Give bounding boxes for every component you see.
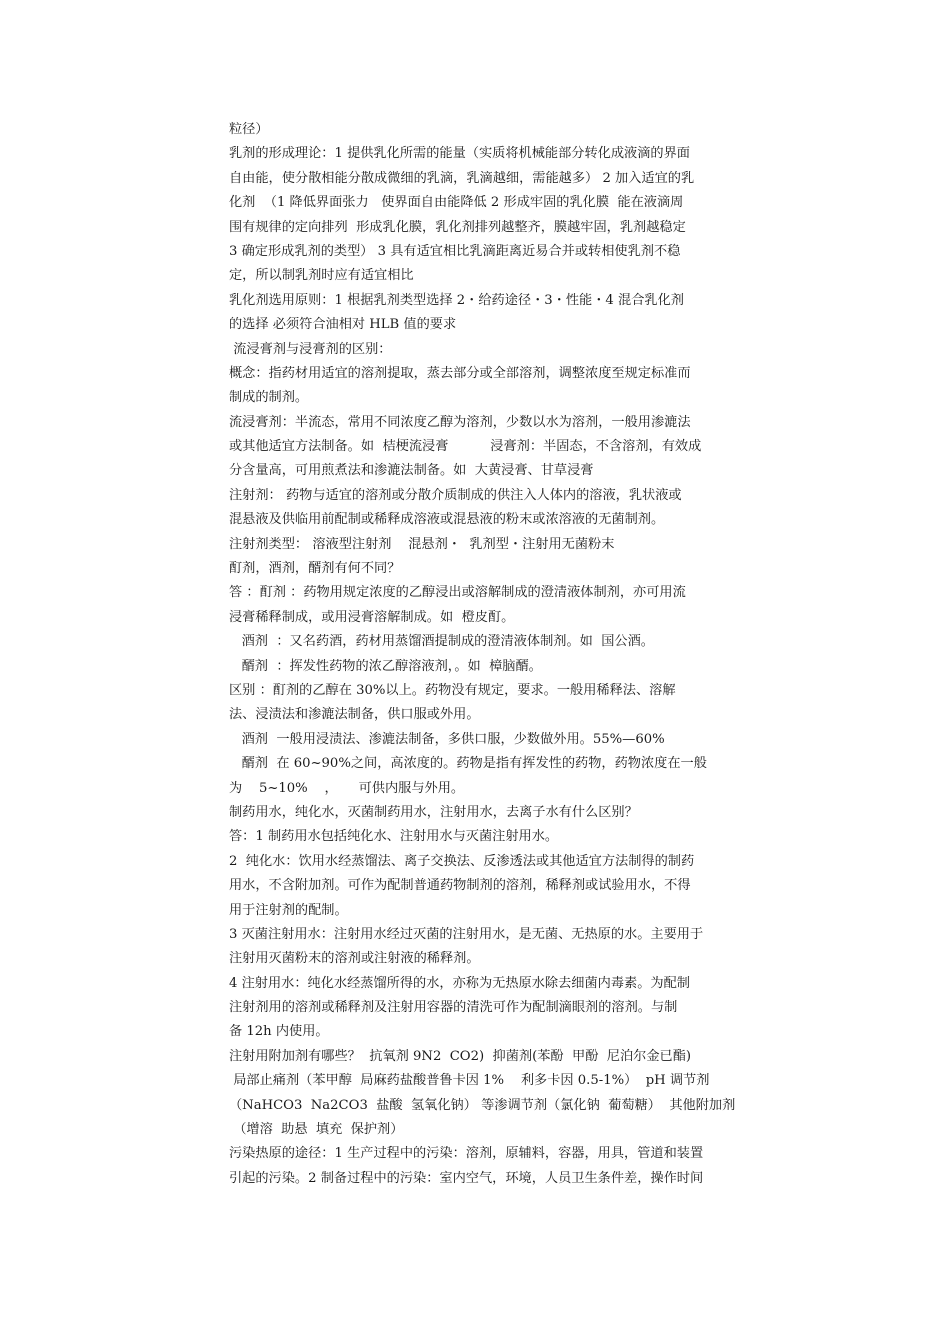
- text-line: 酒剂 ：又名药酒，药材用蒸馏酒提制成的澄清液体制剂。如 国公酒。: [229, 634, 654, 650]
- text-line: 混悬液及供临用前配制或稀释成溶液或混悬液的粉末或浓溶液的无菌制剂。: [229, 512, 665, 528]
- text-line: 化剂 （1 降低界面张力 使界面自由能降低 2 形成牢固的乳化膜 能在液滴周: [229, 195, 684, 211]
- text-line: 粒径）: [229, 122, 269, 137]
- text-line: 定，所以制乳剂时应有适宜相比: [229, 268, 414, 284]
- text-line: 答 ：酊剂 ：药物用规定浓度的乙醇浸出或溶解制成的澄清液体制剂，亦可用流: [229, 585, 686, 601]
- text-line: 注射剂： 药物与适宜的溶剂或分散介质制成的供注入人体内的溶液，乳状液或: [229, 487, 682, 503]
- text-line: （增溶 助悬 填充 保护剂）: [229, 1122, 404, 1138]
- text-line: 为 5~10% ， 可供内服与外用。: [229, 780, 465, 796]
- text-line: 乳剂的形成理论：1 提供乳化所需的能量（实质将机械能部分转化成液滴的界面: [229, 146, 690, 162]
- text-line: 用水，不含附加剂。可作为配制普通药物制剂的溶剂，稀释剂或试验用水，不得: [229, 878, 691, 894]
- text-line: 或其他适宜方法制备。如 桔梗流浸膏 浸膏剂：半固态，不含溶剂，有效成: [229, 439, 702, 455]
- text-line: 污染热原的途径：1 生产过程中的污染：溶剂，原辅料，容器，用具，管道和装置: [229, 1146, 704, 1162]
- text-line: 酒剂 一般用浸渍法、渗漉法制备，多供口服，少数做外用。55%—60%: [229, 731, 665, 747]
- text-line: 用于注射剂的配制。: [229, 902, 348, 918]
- text-line: （NaHCO3 Na2CO3 盐酸 氢氧化钠） 等渗调节剂（氯化钠 葡萄糖） 其他附加剂: [229, 1097, 736, 1113]
- text-line: 围有规律的定向排列 形成乳化膜，乳化剂排列越整齐，膜越牢固，乳剂越稳定: [229, 219, 686, 235]
- text-line: 注射用灭菌粉末的溶剂或注射液的稀释剂。: [229, 951, 480, 967]
- text-line: 局部止痛剂（苯甲醇 局麻药盐酸普鲁卡因 1% 利多卡因 0.5-1%） pH 调节剂: [229, 1073, 710, 1089]
- question-line: 制药用水，纯化水，灭菌制药用水，注射用水，去离子水有什么区别？: [229, 804, 638, 820]
- text-line: 备 12h 内使用。: [229, 1024, 329, 1040]
- text-line: 制成的制剂。: [229, 390, 309, 406]
- text-line: 区别 ：酊剂的乙醇在 30%以上。药物没有规定，要求。一般用稀释法、溶解: [229, 682, 676, 698]
- text-line: 醑剂 在 60~90%之间，高浓度的。药物是指有挥发性的药物，药物浓度在一般: [229, 756, 707, 772]
- text-line: 流浸膏剂：半流态，常用不同浓度乙醇为溶剂，少数以水为溶剂，一般用渗漉法: [229, 414, 691, 430]
- text-line: 2 纯化水：饮用水经蒸馏法、离子交换法、反渗透法或其他适宜方法制得的制药: [229, 853, 695, 869]
- text-line: 分含量高，可用煎煮法和渗漉法制备。如 大黄浸膏、甘草浸膏: [229, 463, 594, 479]
- text-line: 注射剂用的溶剂或稀释剂及注射用容器的清洗可作为配制滴眼剂的溶剂。与制: [229, 1000, 678, 1016]
- text-line: 3 灭菌注射用水：注射用水经过灭菌的注射用水，是无菌、无热原的水。主要用于: [229, 926, 704, 942]
- section-heading: 流浸膏剂与浸膏剂的区别：: [229, 341, 392, 357]
- text-line: 法、浸渍法和渗漉法制备，供口服或外用。: [229, 707, 480, 723]
- document-page: [229, 118, 736, 1191]
- text-line: 引起的污染。2 制备过程中的污染：室内空气，环境，人员卫生条件差，操作时间: [229, 1170, 704, 1186]
- text-line: 乳化剂选用原则：1 根据乳剂类型选择 2・给药途径・3・性能・4 混合乳化剂: [229, 292, 684, 308]
- text-line: 醑剂 ：挥发性药物的浓乙醇溶液剂，。如 樟脑醑。: [229, 658, 542, 674]
- text-line: 自由能，使分散相能分散成微细的乳滴，乳滴越细，需能越多） 2 加入适宜的乳: [229, 170, 695, 186]
- question-line: 酊剂，酒剂，醑剂有何不同？: [229, 561, 401, 577]
- text-line: 概念：指药材用适宜的溶剂提取，蒸去部分或全部溶剂，调整浓度至规定标准而: [229, 365, 691, 381]
- text-line: 注射剂类型： 溶液型注射剂 混悬剂・ 乳剂型・注射用无菌粉末: [229, 536, 615, 552]
- text-line: 3 确定形成乳剂的类型） 3 具有适宜相比乳滴距离近易合并或转相使乳剂不稳: [229, 243, 681, 259]
- question-line: 注射用附加剂有哪些？ 抗氧剂 9N2 CO2) 抑菌剂(苯酚 甲酚 尼泊尔金已酯): [229, 1048, 692, 1064]
- text-line: 的选择 必须符合油相对 HLB 值的要求: [229, 317, 457, 333]
- text-line: 答：1 制药用水包括纯化水、注射用水与灭菌注射用水。: [229, 829, 559, 845]
- text-line: 浸膏稀释制成，或用浸膏溶解制成。如 橙皮酊。: [229, 609, 515, 625]
- text-line: 4 注射用水：纯化水经蒸馏所得的水，亦称为无热原水除去细菌内毒素。为配制: [229, 975, 690, 991]
